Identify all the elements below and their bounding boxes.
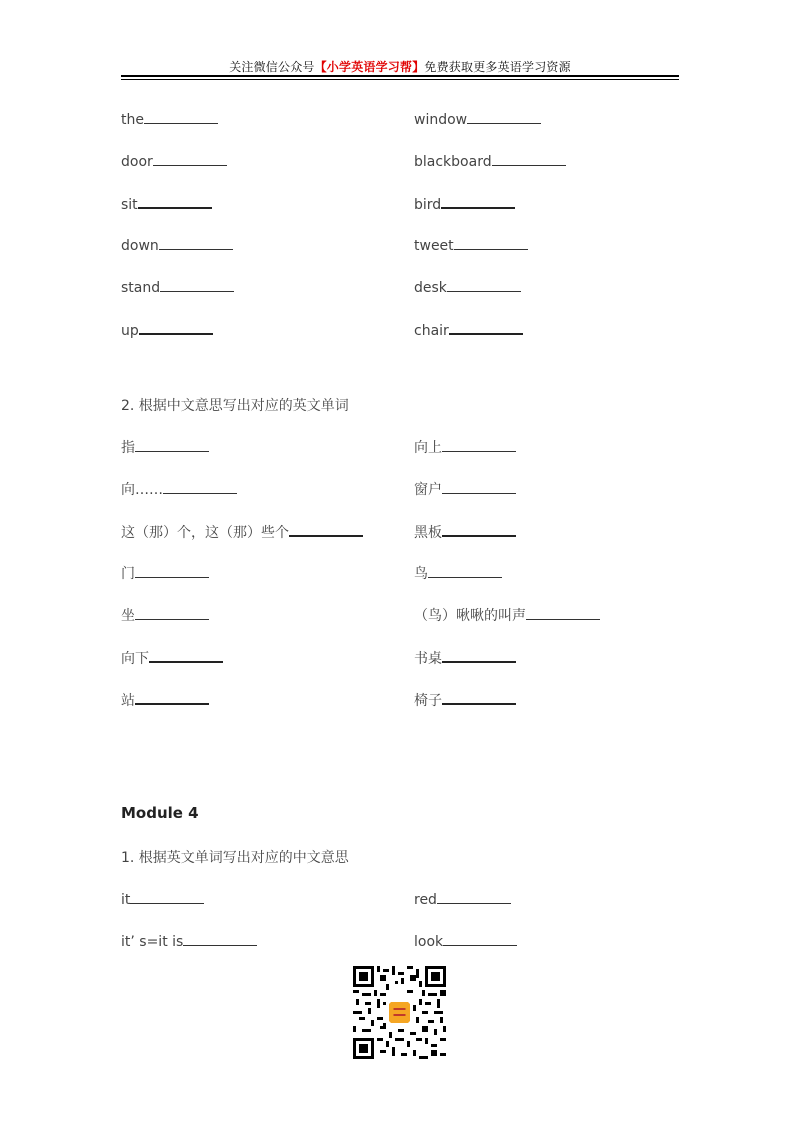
- answer-blank[interactable]: [135, 605, 209, 620]
- vocab-word: blackboard: [414, 154, 492, 170]
- answer-blank[interactable]: [135, 563, 209, 578]
- vocab-word: stand: [121, 280, 161, 296]
- answer-blank[interactable]: [442, 521, 516, 537]
- vocab-word: 鸟: [414, 566, 428, 582]
- vocab-word: the: [121, 112, 144, 128]
- vocab-word: 椅子: [414, 693, 442, 709]
- vocab-item: [121, 151, 227, 171]
- answer-blank[interactable]: [442, 689, 516, 705]
- vocab-word: 站: [121, 693, 135, 709]
- vocab-item: [414, 521, 516, 542]
- vocab-item: [121, 647, 223, 668]
- answer-blank[interactable]: [289, 521, 363, 537]
- header-rule-thin: [121, 79, 679, 80]
- vocab-word: red: [414, 892, 437, 908]
- vocab-item: [414, 277, 521, 297]
- page-header: [121, 58, 679, 75]
- vocab-item: [414, 151, 566, 171]
- answer-blank[interactable]: [130, 889, 204, 904]
- qr-code-graphic: [353, 966, 446, 1059]
- vocab-word: 书桌: [414, 651, 442, 667]
- answer-blank[interactable]: [135, 689, 209, 705]
- answer-blank[interactable]: [160, 277, 234, 292]
- vocab-item: [414, 437, 516, 457]
- header-prefix: 关注微信公众号: [229, 60, 315, 74]
- vocab-item: [121, 109, 218, 129]
- vocab-word: down: [121, 238, 159, 254]
- vocab-word: 向下: [121, 651, 149, 667]
- vocab-item: [121, 689, 209, 710]
- answer-blank[interactable]: [526, 605, 600, 620]
- section-title: 1. 根据英文单词写出对应的中文意思: [121, 850, 349, 866]
- vocab-item: [121, 889, 204, 909]
- vocab-item: [414, 605, 600, 625]
- vocab-word: 窗户: [414, 482, 442, 498]
- vocab-item: [121, 193, 212, 214]
- answer-blank[interactable]: [447, 277, 521, 292]
- vocab-item: [121, 931, 257, 951]
- vocab-item: [121, 563, 209, 583]
- vocab-item: [121, 235, 233, 255]
- vocab-item: [414, 319, 523, 340]
- vocab-word: look: [414, 934, 444, 950]
- vocab-item: [414, 109, 541, 129]
- vocab-word: sit: [121, 197, 138, 213]
- answer-blank[interactable]: [183, 931, 257, 946]
- vocab-item: [414, 193, 515, 214]
- qr-code-icon[interactable]: [353, 966, 446, 1059]
- header-rule-thick: [121, 75, 679, 77]
- answer-blank[interactable]: [449, 319, 523, 335]
- answer-blank[interactable]: [492, 151, 566, 166]
- vocab-word: chair: [414, 323, 449, 339]
- vocab-word: tweet: [414, 238, 454, 254]
- answer-blank[interactable]: [467, 109, 541, 124]
- vocab-word: 指: [121, 440, 135, 456]
- answer-blank[interactable]: [428, 563, 502, 578]
- answer-blank[interactable]: [139, 319, 213, 335]
- vocab-item: [121, 479, 237, 499]
- answer-blank[interactable]: [138, 193, 212, 209]
- answer-blank[interactable]: [149, 647, 223, 663]
- section-title: 2. 根据中文意思写出对应的英文单词: [121, 398, 349, 414]
- answer-blank[interactable]: [443, 931, 517, 946]
- answer-blank[interactable]: [441, 193, 515, 209]
- vocab-item: [414, 689, 516, 710]
- vocab-item: [121, 521, 363, 542]
- vocab-word: 坐: [121, 608, 135, 624]
- header-highlight: 【小学英语学习帮】: [314, 60, 425, 74]
- answer-blank[interactable]: [159, 235, 233, 250]
- vocab-item: [414, 889, 511, 909]
- answer-blank[interactable]: [437, 889, 511, 904]
- answer-blank[interactable]: [454, 235, 528, 250]
- vocab-item: [121, 319, 213, 340]
- vocab-word: bird: [414, 197, 442, 213]
- vocab-word: 门: [121, 566, 135, 582]
- answer-blank[interactable]: [442, 647, 516, 663]
- vocab-item: [414, 563, 502, 583]
- vocab-word: it’ s=it is: [121, 934, 184, 950]
- vocab-word: desk: [414, 280, 447, 296]
- vocab-word: door: [121, 154, 153, 170]
- vocab-word: 向上: [414, 440, 442, 456]
- vocab-item: [121, 437, 209, 457]
- vocab-word: up: [121, 323, 139, 339]
- header-suffix: 免费获取更多英语学习资源: [424, 60, 571, 74]
- vocab-item: [121, 605, 209, 625]
- vocab-word: window: [414, 112, 468, 128]
- vocab-item: [414, 479, 516, 499]
- vocab-word: 这（那）个，这（那）些个: [121, 525, 289, 541]
- answer-blank[interactable]: [442, 437, 516, 452]
- vocab-word: 向……: [121, 482, 163, 498]
- answer-blank[interactable]: [442, 479, 516, 494]
- vocab-item: [121, 277, 234, 297]
- module-title: Module 4: [121, 804, 199, 822]
- vocab-word: it: [121, 892, 131, 908]
- vocab-item: [414, 647, 516, 668]
- answer-blank[interactable]: [153, 151, 227, 166]
- answer-blank[interactable]: [135, 437, 209, 452]
- vocab-item: [414, 931, 517, 951]
- vocab-word: （鸟）啾啾的叫声: [414, 608, 526, 624]
- vocab-item: [414, 235, 528, 255]
- answer-blank[interactable]: [163, 479, 237, 494]
- vocab-word: 黑板: [414, 525, 442, 541]
- answer-blank[interactable]: [144, 109, 218, 124]
